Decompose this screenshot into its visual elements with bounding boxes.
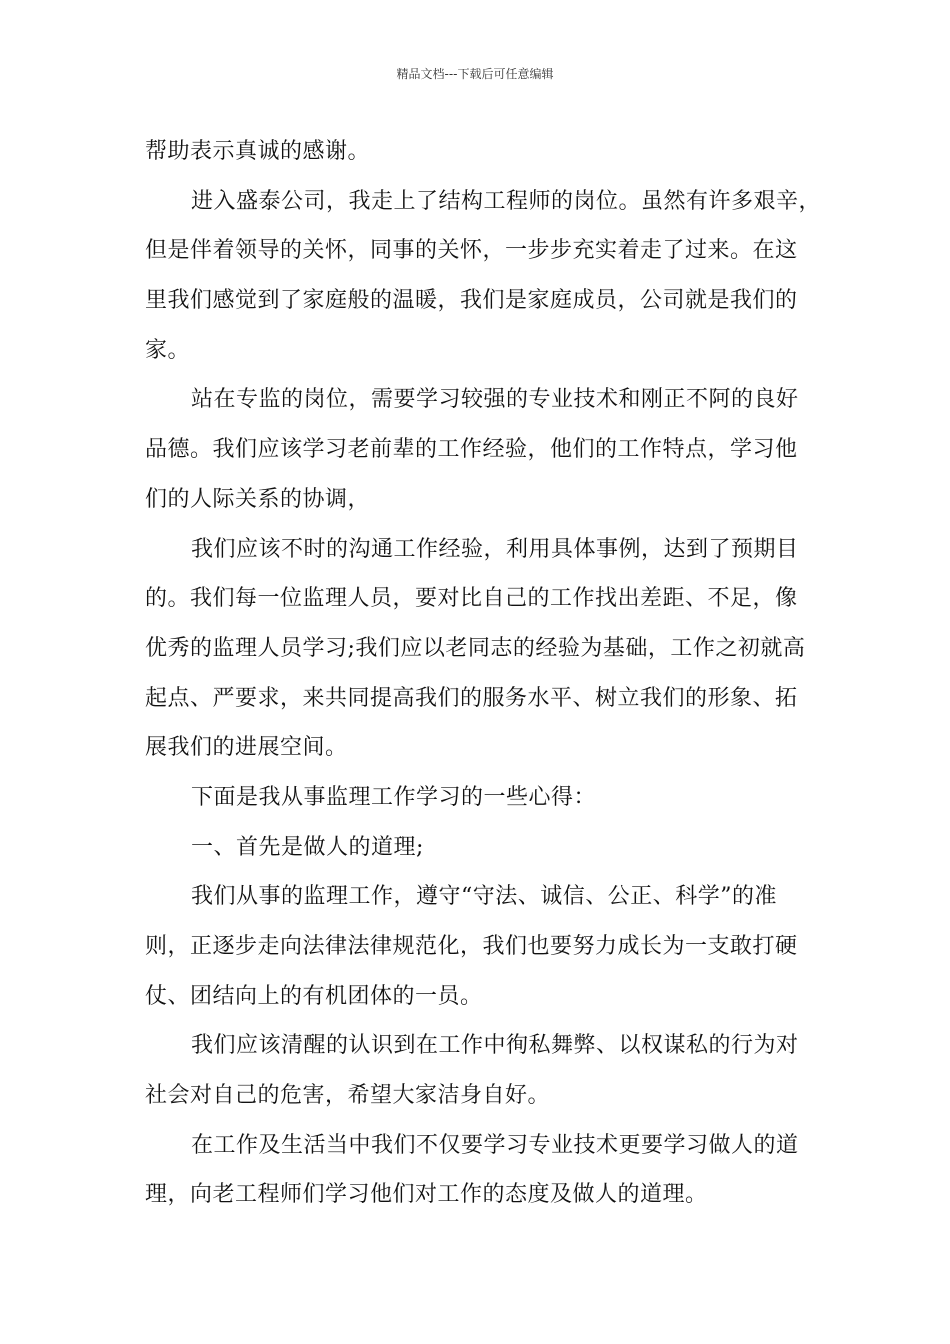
text-line: 家。: [145, 337, 191, 363]
text-line: 的。我们每一位监理人员，要对比自己的工作找出差距、不足，像: [145, 586, 798, 612]
text-line: 则，正逐步走向法律法律规范化，我们也要努力成长为一支敢打硬: [145, 934, 798, 959]
text-line: 一、首先是做人的道理;: [191, 834, 424, 860]
text-line: 进入盛泰公司，我走上了结构工程师的岗位。虽然有许多艰辛，: [191, 188, 822, 214]
text-line: 品德。我们应该学习老前辈的工作经验，他们的工作特点，学习他: [145, 437, 798, 463]
text-line: 我们应该清醒的认识到在工作中徇私舞弊、以权谋私的行为对: [191, 1033, 799, 1059]
text-line: 仗、团结向上的有机团体的一员。: [145, 983, 483, 1009]
text-line: 里我们感觉到了家庭般的温暖，我们是家庭成员，公司就是我们的: [145, 288, 798, 314]
text-line: 站在专监的岗位，需要学习较强的专业技术和刚正不阿的良好: [191, 387, 799, 413]
text-line: 起点、严要求，来共同提高我们的服务水平、树立我们的形象、拓: [145, 685, 798, 711]
text-line: 我们应该不时的沟通工作经验，利用具体事例，达到了预期目: [191, 536, 799, 562]
text-line: 理，向老工程师们学习他们对工作的态度及做人的道理。: [145, 1182, 708, 1208]
text-line: 们的人际关系的协调，: [145, 486, 371, 512]
text-line: 优秀的监理人员学习;我们应以老同志的经验为基础，工作之初就高: [145, 635, 806, 661]
text-line: 在工作及生活当中我们不仅要学习专业技术更要学习做人的道: [191, 1132, 799, 1158]
text-line: 下面是我从事监理工作学习的一些心得：: [191, 784, 597, 810]
document-body: [145, 127, 822, 1220]
text-line: 展我们的进展空间。: [145, 735, 348, 761]
text-line: 社会对自己的危害，希望大家洁身自好。: [145, 1083, 551, 1109]
text-line: 但是伴着领导的关怀，同事的关怀，一步步充实着走了过来。在这: [145, 238, 798, 264]
page-header: 精品文档---下载后可任意编辑: [396, 67, 554, 81]
text-line: 帮助表示真诚的感谢。: [145, 139, 371, 164]
text-line: 我们从事的监理工作，遵守“守法、诚信、公正、科学”的准: [191, 884, 777, 910]
